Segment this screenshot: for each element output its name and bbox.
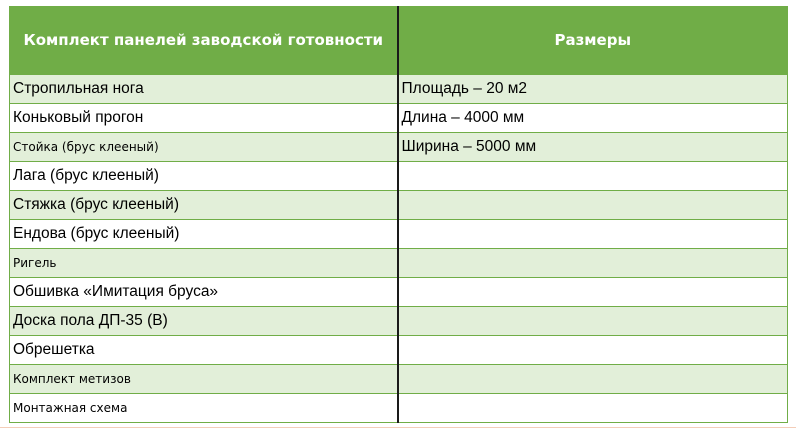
table-row bbox=[10, 162, 788, 191]
table-row bbox=[10, 336, 788, 365]
table-row bbox=[10, 365, 788, 394]
table-row bbox=[10, 191, 788, 220]
row-item-cell: Обшивка «Имитация бруса» bbox=[10, 278, 398, 307]
row-item-cell: Стойка (брус клееный) bbox=[10, 133, 398, 162]
row-item-cell: Стропильная нога bbox=[10, 75, 398, 104]
row-item-cell: Ригель bbox=[10, 249, 398, 278]
row-item-cell: Комплект метизов bbox=[10, 365, 398, 394]
row-item-cell: Доска пола ДП-35 (В) bbox=[10, 307, 398, 336]
row-item-cell: Ендова (брус клееный) bbox=[10, 220, 398, 249]
table-row bbox=[10, 133, 788, 162]
table-row bbox=[10, 249, 788, 278]
row-size-cell bbox=[398, 365, 788, 394]
row-size-cell: Ширина – 5000 мм bbox=[398, 133, 788, 162]
row-item-cell: Обрешетка bbox=[10, 336, 398, 365]
panels-table bbox=[9, 6, 788, 423]
header-panels-kit: Комплект панелей заводской готовности bbox=[10, 7, 398, 75]
page-divider bbox=[0, 427, 796, 428]
table-header-row bbox=[10, 7, 788, 75]
row-item-cell: Коньковый прогон bbox=[10, 104, 398, 133]
row-item-cell: Монтажная схема bbox=[10, 394, 398, 423]
row-size-cell bbox=[398, 307, 788, 336]
table-row bbox=[10, 104, 788, 133]
row-size-cell bbox=[398, 249, 788, 278]
table-row bbox=[10, 278, 788, 307]
panels-table-container bbox=[9, 6, 787, 423]
row-size-cell bbox=[398, 162, 788, 191]
table-row bbox=[10, 394, 788, 423]
table-row bbox=[10, 307, 788, 336]
row-size-cell: Площадь – 20 м2 bbox=[398, 75, 788, 104]
row-size-cell: Длина – 4000 мм bbox=[398, 104, 788, 133]
row-size-cell bbox=[398, 191, 788, 220]
row-size-cell bbox=[398, 278, 788, 307]
row-item-cell: Лага (брус клееный) bbox=[10, 162, 398, 191]
row-size-cell bbox=[398, 336, 788, 365]
header-sizes: Размеры bbox=[398, 7, 788, 75]
table-row bbox=[10, 220, 788, 249]
row-size-cell bbox=[398, 220, 788, 249]
table-row bbox=[10, 75, 788, 104]
row-size-cell bbox=[398, 394, 788, 423]
row-item-cell: Стяжка (брус клееный) bbox=[10, 191, 398, 220]
